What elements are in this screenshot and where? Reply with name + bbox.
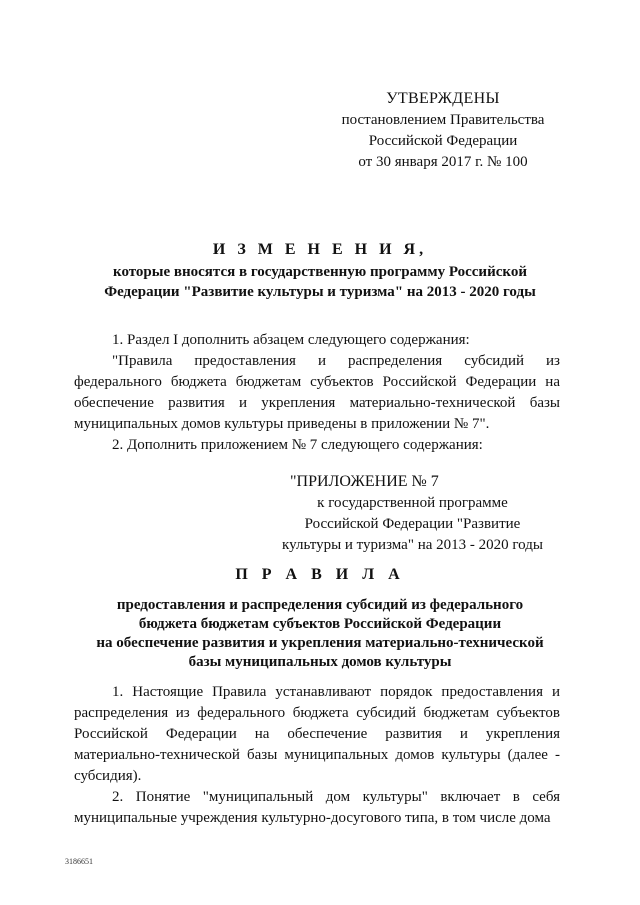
- appendix-line: к государственной программе: [317, 495, 508, 511]
- appendix-line: культуры и туризма" на 2013 - 2020 годы: [282, 537, 543, 553]
- rules-title: П Р А В И Л А: [235, 566, 405, 583]
- changes-subtitle: Федерации "Развитие культуры и туризма" на 2013 - 2020 годы: [104, 284, 536, 300]
- changes-title-block: [74, 238, 566, 302]
- changes-subtitle: которые вносятся в государственную программу Российской: [113, 264, 527, 280]
- approval-line: постановлением Правительства: [341, 112, 545, 128]
- section-two: [74, 682, 560, 829]
- rules-title-block: [74, 564, 566, 672]
- paragraph: "Правила предоставления и распределения субсидий из федерального бюджета бюджетам субъектов Российской Федерации на обеспечение развития и укрепления материально-технической базы муниципальных домов культуры приведены в приложении № 7".: [74, 353, 560, 432]
- paragraph: 2. Дополнить приложением № 7 следующего содержания:: [112, 437, 483, 453]
- section-one: [74, 330, 560, 456]
- approval-line: от 30 января 2017 г. № 100: [358, 154, 528, 170]
- rules-subtitle: предоставления и распределения субсидий из федерального: [116, 597, 524, 613]
- document-code: 3186651: [65, 857, 93, 866]
- changes-title: И З М Е Н Е Н И Я,: [212, 241, 428, 258]
- paragraph: 2. Понятие "муниципальный дом культуры" включает в себя муниципальные учреждения культурно-досугового типа, в том числе дома: [74, 789, 560, 826]
- appendix-header: [270, 471, 555, 556]
- rules-subtitle: базы муниципальных домов культуры: [188, 654, 452, 670]
- appendix-line: Российской Федерации "Развитие: [304, 516, 521, 532]
- approval-stamp: [334, 88, 552, 173]
- approval-line: Российской Федерации: [368, 133, 518, 149]
- paragraph: 1. Настоящие Правила устанавливают порядок предоставления и распределения из федерального бюджета субсидий бюджетам субъектов Российской Федерации на обеспечение развития и укрепления материально-технической базы муниципальных домов культуры (далее - субсидия).: [74, 684, 560, 784]
- rules-subtitle: на обеспечение развития и укрепления материально-технической: [96, 635, 544, 651]
- paragraph: 1. Раздел I дополнить абзацем следующего содержания:: [112, 332, 470, 348]
- appendix-title: "ПРИЛОЖЕНИЕ № 7: [290, 473, 439, 490]
- approval-heading: УТВЕРЖДЕНЫ: [386, 90, 500, 107]
- rules-subtitle: бюджета бюджетам субъектов Российской Федерации: [138, 616, 502, 632]
